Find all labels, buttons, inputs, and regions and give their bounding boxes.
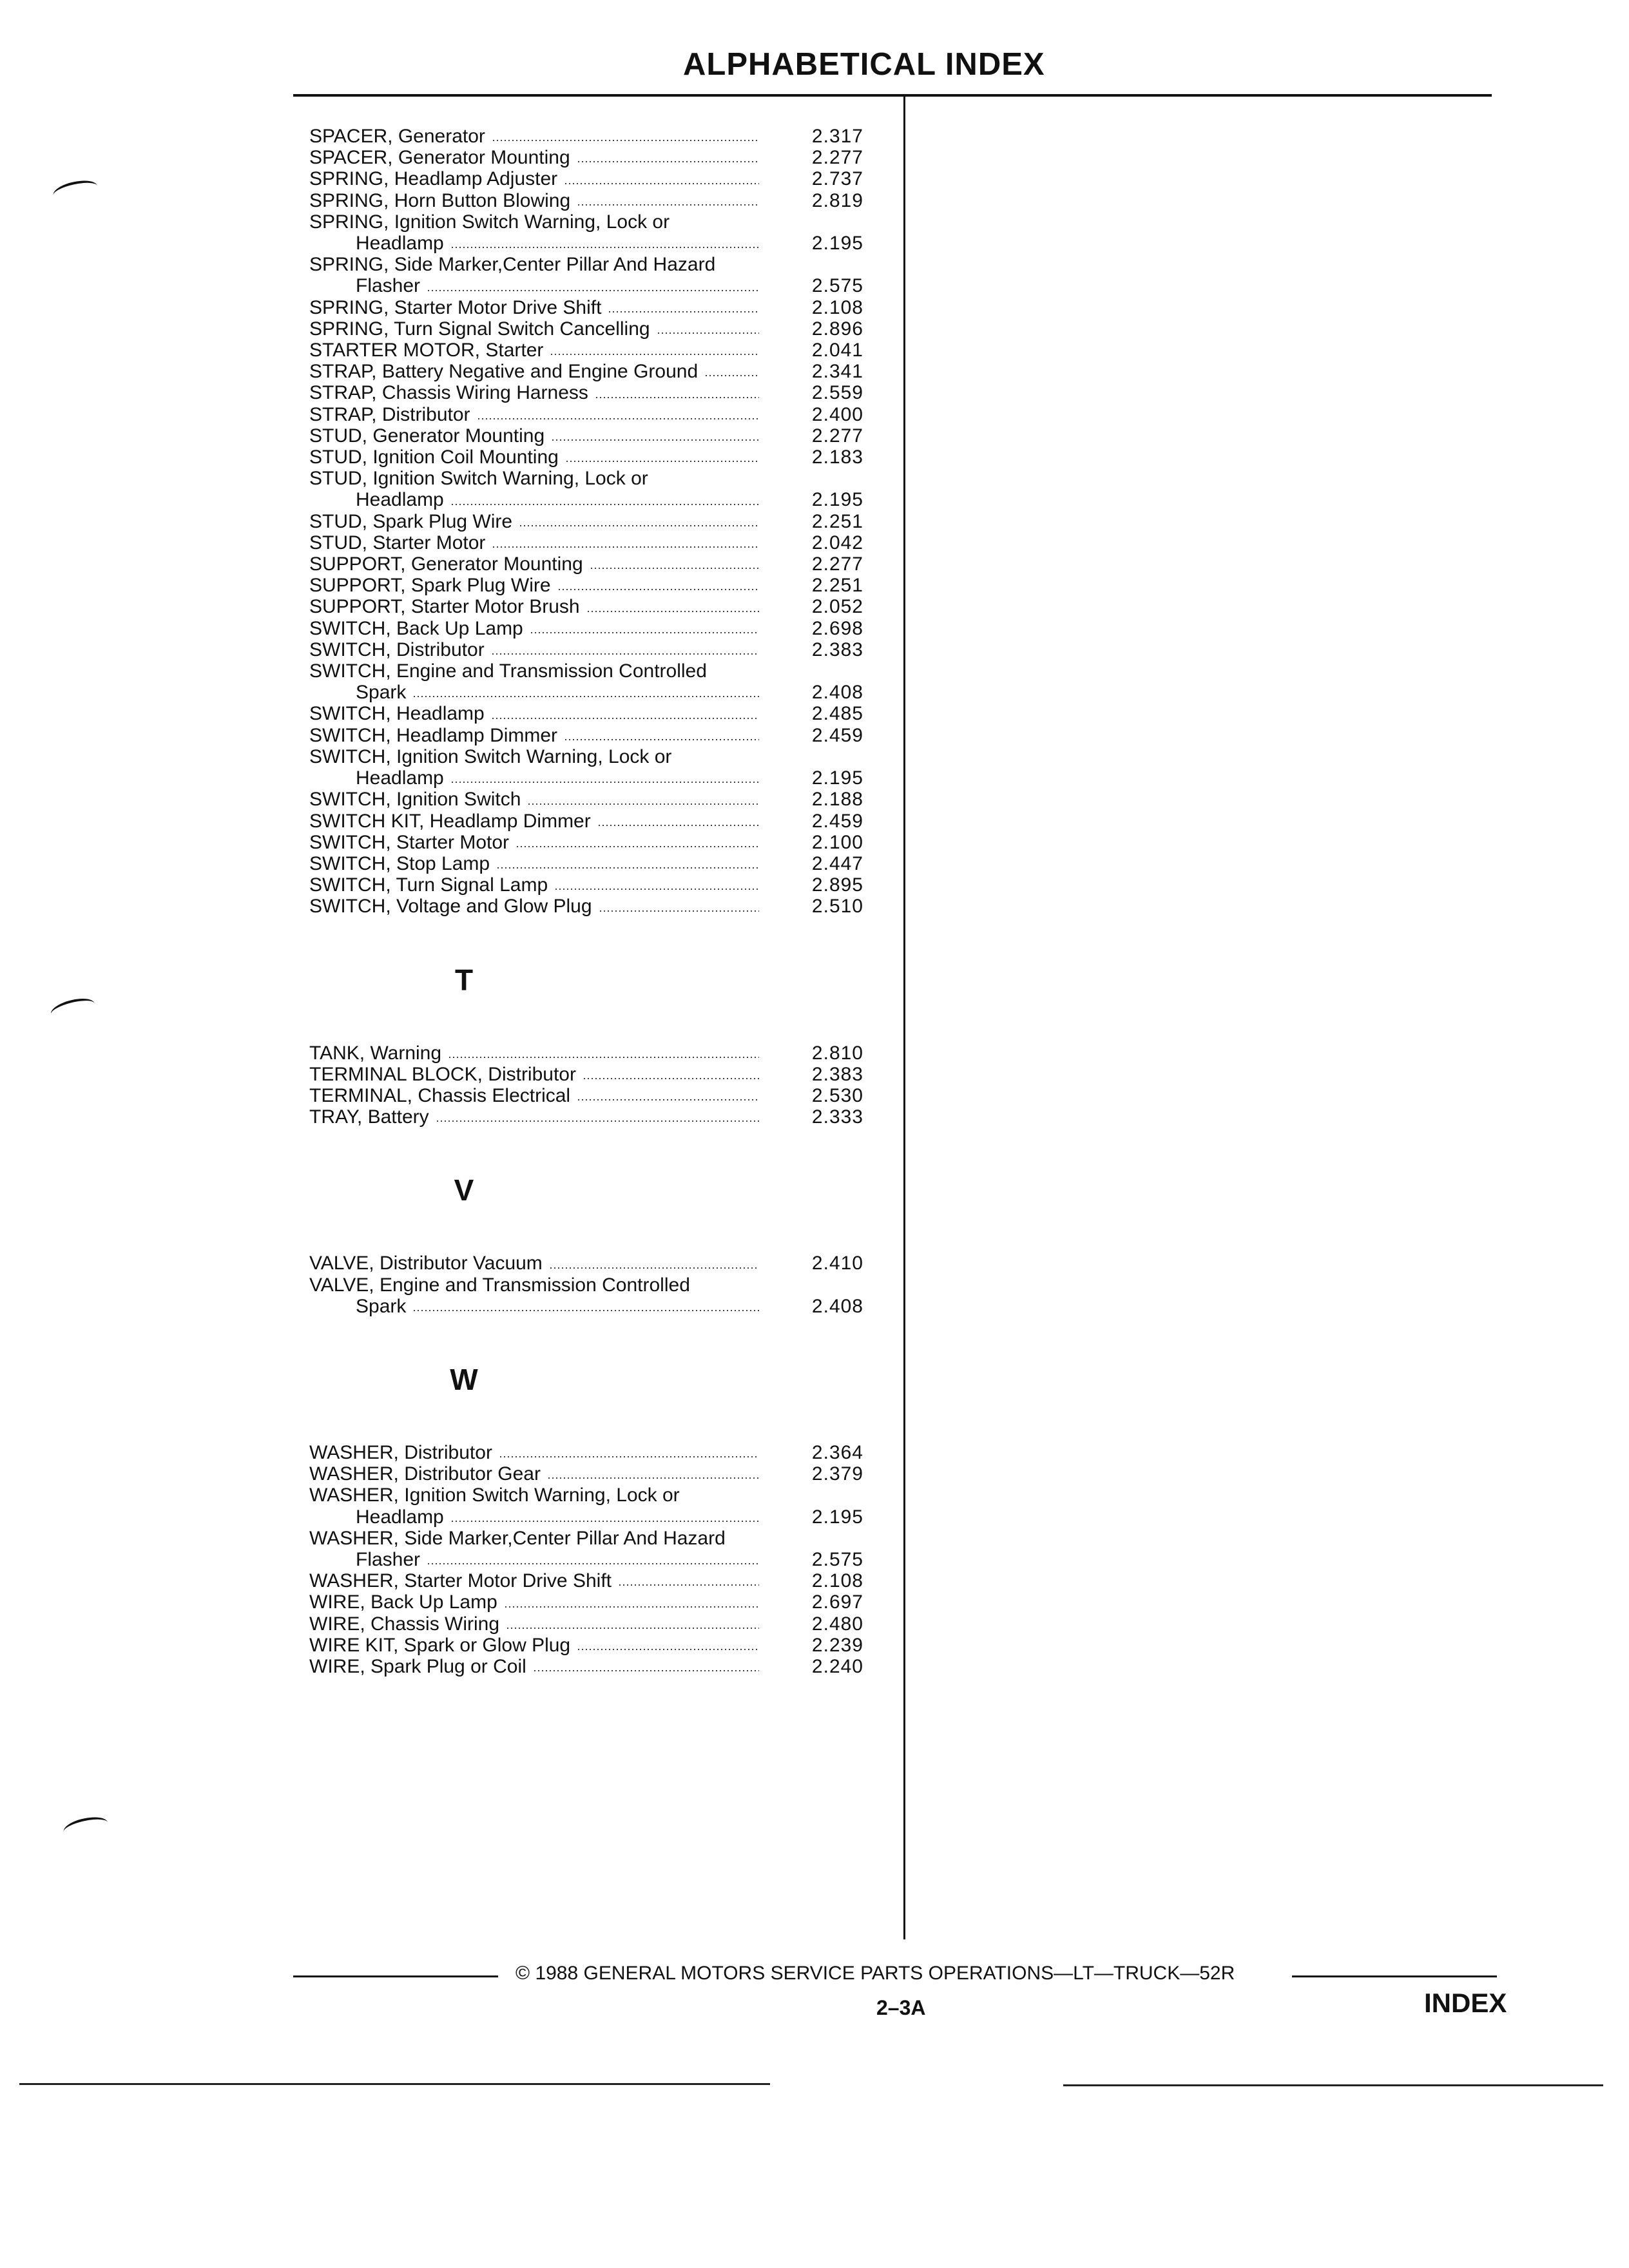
entry-reference: 2.341 [811,361,863,383]
dot-leader [595,396,759,399]
entry-name: WIRE KIT, Spark or Glow Plug [309,1634,571,1656]
dot-leader [427,1562,759,1565]
entry-name: STUD, Generator Mounting [309,425,545,447]
column-divider [903,97,905,1939]
entry-reference: 2.408 [811,682,863,704]
index-entry [309,896,889,917]
dot-leader [496,867,759,869]
entry-name: WIRE, Back Up Lamp [309,1591,497,1613]
index-entry [309,489,889,510]
entry-reference: 2.510 [811,896,863,918]
dot-leader [499,1456,759,1458]
dot-leader [491,653,759,655]
entry-reference: 2.559 [811,382,863,404]
dot-leader [504,1606,759,1608]
index-entry [309,318,889,340]
index-entry [309,382,889,403]
index-entry [309,639,889,660]
entry-reference: 2.108 [811,296,863,318]
section-letter: W [450,1362,478,1396]
binder-hole-mark [62,1814,110,1841]
entry-reference: 2.383 [811,1063,863,1085]
entry-reference: 2.364 [811,1441,863,1463]
index-section [309,1173,889,1317]
entry-name: STUD, Ignition Coil Mounting [309,447,559,468]
dot-leader [586,610,759,613]
entry-name: SWITCH, Ignition Switch Warning, Lock or [309,745,672,767]
index-entry [309,468,889,489]
entry-reference: 2.052 [811,596,863,618]
entry-reference: 2.480 [811,1613,863,1635]
entry-name: SUPPORT, Starter Motor Brush [309,596,580,618]
entry-reference: 2.317 [811,126,863,147]
index-entry [309,1506,889,1528]
index-entry [309,1613,889,1635]
index-entry [309,425,889,447]
entry-reference: 2.042 [811,532,863,553]
index-entry [309,1463,889,1485]
dot-leader [597,824,759,827]
entry-name: SWITCH, Starter Motor [309,831,510,853]
entry-name: WIRE, Spark Plug or Coil [309,1655,526,1677]
entry-name: Spark [356,682,407,704]
entry-reference: 2.240 [811,1655,863,1677]
entry-reference: 2.400 [811,403,863,425]
index-entry [309,447,889,468]
section-letter: T [454,963,474,997]
index-entry [309,1635,889,1656]
index-entry [309,832,889,853]
copyright-notice: © 1988 GENERAL MOTORS SERVICE PARTS OPERATIONS—LT—TRUCK—52R [516,1963,1235,1984]
index-entry [309,553,889,575]
entry-reference: 2.239 [811,1634,863,1656]
entry-name: WASHER, Distributor [309,1441,492,1463]
entry-name: VALVE, Distributor Vacuum [309,1253,543,1274]
index-entry [309,1485,889,1506]
index-entry [309,190,889,211]
footer-rule-left [293,1975,498,1977]
entry-reference: 2.195 [811,1506,863,1528]
index-section [309,1362,889,1677]
dot-leader [564,738,759,741]
entry-name: TERMINAL BLOCK, Distributor [309,1063,576,1085]
entry-reference: 2.277 [811,147,863,169]
entry-name: TERMINAL, Chassis Electrical [309,1084,571,1106]
index-entry [309,1528,889,1549]
index-entry [309,532,889,553]
entry-reference: 2.041 [811,340,863,361]
entry-reference: 2.195 [811,233,863,255]
entry-name: STUD, Ignition Switch Warning, Lock or [309,468,648,490]
entry-reference: 2.459 [811,810,863,832]
entry-name: SWITCH, Voltage and Glow Plug [309,896,592,918]
index-entry [309,811,889,832]
dot-leader [519,524,759,527]
index-entry [309,297,889,318]
dot-leader [450,503,759,506]
dot-leader [427,289,759,292]
entry-name: WASHER, Starter Motor Drive Shift [309,1570,612,1592]
entry-reference: 2.251 [811,575,863,597]
binder-hole-mark [52,177,99,204]
dot-leader [436,1120,759,1122]
entry-name: Flasher [356,275,421,297]
entry-name: STARTER MOTOR, Starter [309,340,544,361]
binder-hole-mark [49,995,97,1023]
entry-name: STUD, Starter Motor [309,532,486,553]
dot-leader [549,1267,759,1269]
bottom-rule-left [19,2083,770,2085]
footer-section-label: INDEX [1424,1988,1507,2018]
index-entry [309,404,889,425]
index-entry [309,1064,889,1085]
entry-reference: 2.108 [811,1570,863,1592]
index-entry [309,340,889,361]
index-entry [309,1570,889,1591]
index-entry [309,1591,889,1613]
page-title: ALPHABETICAL INDEX [683,47,1045,82]
entry-name: SUPPORT, Spark Plug Wire [309,575,551,597]
entry-name: Headlamp [356,489,444,511]
index-entry [309,746,889,767]
entry-reference: 2.277 [811,425,863,447]
bottom-rule-right [1063,2084,1603,2086]
dot-leader [657,332,759,334]
index-entry [309,1656,889,1677]
dot-leader [565,460,759,463]
entry-name: WASHER, Distributor Gear [309,1463,541,1485]
index-entry [309,575,889,596]
dot-leader [704,374,759,377]
dot-leader [577,204,759,206]
entry-name: SWITCH, Distributor [309,639,485,660]
entry-name: STRAP, Battery Negative and Engine Ground [309,361,699,383]
index-content [309,126,889,1677]
title-rule [293,94,1492,97]
index-entry [309,511,889,532]
dot-leader [557,588,759,591]
entry-reference: 2.410 [811,1253,863,1274]
entry-name: Spark [356,1295,407,1317]
entry-reference: 2.530 [811,1084,863,1106]
dot-leader [412,695,759,698]
index-entry [309,1274,889,1296]
entry-name: Headlamp [356,767,444,789]
index-section [309,963,889,1128]
index-entry [309,233,889,254]
entry-name: SPRING, Side Marker,Center Pillar And Hazard [309,254,716,276]
entry-name: SWITCH, Stop Lamp [309,852,490,874]
entry-name: SWITCH, Turn Signal Lamp [309,874,548,896]
index-entry [309,1043,889,1064]
dot-leader [551,439,759,441]
entry-name: STRAP, Distributor [309,403,470,425]
entry-name: Headlamp [356,1506,444,1528]
entry-reference: 2.459 [811,724,863,746]
dot-leader [577,1099,759,1101]
index-entry [309,1442,889,1463]
entry-name: SWITCH, Engine and Transmission Controlled [309,660,707,682]
dot-leader [491,717,759,720]
dot-leader [492,139,759,142]
index-entry [309,618,889,639]
entry-name: WASHER, Side Marker,Center Pillar And Hazard [309,1527,726,1549]
entry-name: SWITCH, Headlamp [309,703,485,725]
entry-reference: 2.575 [811,275,863,297]
dot-leader [577,1648,759,1651]
index-entry [309,660,889,682]
index-entry [309,275,889,296]
entry-name: SWITCH KIT, Headlamp Dimmer [309,810,591,832]
entry-name: SPACER, Generator Mounting [309,147,570,169]
dot-leader [533,1669,759,1672]
dot-leader [477,418,759,420]
entry-reference: 2.333 [811,1106,863,1128]
entry-name: SPACER, Generator [309,126,485,147]
entry-name: STRAP, Chassis Wiring Harness [309,382,588,404]
dot-leader [527,803,759,805]
entry-reference: 2.408 [811,1295,863,1317]
entry-reference: 2.277 [811,553,863,575]
entry-name: WASHER, Ignition Switch Warning, Lock or [309,1485,680,1506]
dot-leader [618,1584,759,1586]
entry-reference: 2.895 [811,874,863,896]
index-entry [309,168,889,189]
dot-leader [554,888,759,890]
entry-name: SUPPORT, Generator Mounting [309,553,583,575]
index-entry [309,1549,889,1570]
dot-leader [583,1077,759,1080]
entry-reference: 2.485 [811,703,863,725]
index-entry [309,126,889,147]
dot-leader [530,631,759,634]
entry-name: SPRING, Headlamp Adjuster [309,168,558,190]
entry-reference: 2.819 [811,189,863,211]
footer-rule-right [1292,1975,1497,1977]
index-entry [309,682,889,703]
entry-reference: 2.100 [811,831,863,853]
entry-name: SPRING, Turn Signal Switch Cancelling [309,318,650,340]
dot-leader [450,1520,759,1523]
entry-reference: 2.697 [811,1591,863,1613]
entry-reference: 2.383 [811,639,863,660]
dot-leader [450,781,759,783]
index-entry [309,853,889,874]
entry-name: Flasher [356,1548,421,1570]
entry-reference: 2.810 [811,1042,863,1064]
dot-leader [577,160,759,163]
entry-name: TANK, Warning [309,1042,442,1064]
index-entry [309,361,889,382]
index-entry [309,767,889,789]
dot-leader [450,246,759,249]
index-entry [309,1085,889,1106]
entry-reference: 2.698 [811,617,863,639]
index-section [309,126,889,918]
entry-name: WIRE, Chassis Wiring [309,1613,500,1635]
page-number: 2–3A [876,1996,926,2019]
index-entry [309,147,889,168]
dot-leader [516,845,759,848]
entry-name: TRAY, Battery [309,1106,429,1128]
index-entry [309,1253,889,1274]
entry-reference: 2.195 [811,767,863,789]
entry-reference: 2.447 [811,852,863,874]
entry-reference: 2.188 [811,789,863,811]
dot-leader [412,1309,759,1312]
dot-leader [608,311,759,313]
index-entry [309,789,889,810]
entry-name: VALVE, Engine and Transmission Controlled [309,1274,690,1296]
entry-reference: 2.737 [811,168,863,190]
index-entry [309,596,889,617]
dot-leader [506,1627,759,1629]
section-letter: V [454,1173,474,1207]
index-entry [309,211,889,233]
entry-name: SWITCH, Headlamp Dimmer [309,724,558,746]
index-entry [309,1106,889,1128]
index-entry [309,1296,889,1317]
dot-leader [547,1477,759,1479]
entry-reference: 2.379 [811,1463,863,1485]
dot-leader [492,546,759,548]
entry-name: Headlamp [356,233,444,255]
entry-name: SPRING, Horn Button Blowing [309,189,571,211]
entry-name: STUD, Spark Plug Wire [309,510,513,532]
entry-name: SPRING, Starter Motor Drive Shift [309,296,602,318]
dot-leader [550,353,759,356]
index-entry [309,254,889,275]
entry-reference: 2.251 [811,510,863,532]
entry-reference: 2.183 [811,447,863,468]
entry-name: SWITCH, Back Up Lamp [309,617,523,639]
entry-name: SWITCH, Ignition Switch [309,789,521,811]
dot-leader [564,182,759,185]
entry-reference: 2.195 [811,489,863,511]
entry-name: SPRING, Ignition Switch Warning, Lock or [309,211,670,233]
dot-leader [590,567,759,570]
dot-leader [448,1056,759,1059]
index-entry [309,725,889,746]
entry-reference: 2.575 [811,1548,863,1570]
index-entry [309,874,889,896]
entry-reference: 2.896 [811,318,863,340]
dot-leader [599,910,759,912]
index-entry [309,703,889,724]
